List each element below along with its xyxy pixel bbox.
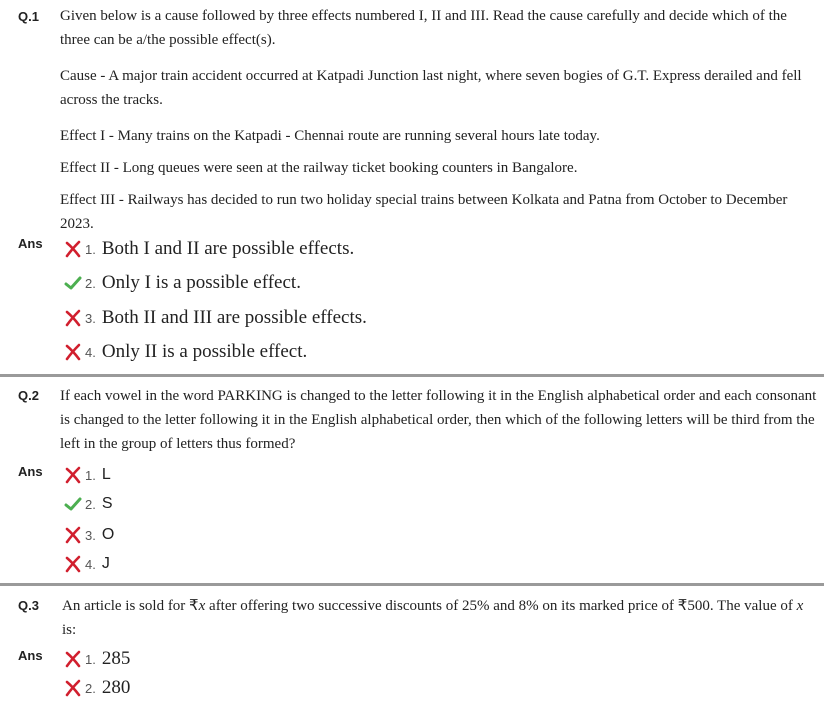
option-text: Both II and III are possible effects. <box>101 307 367 328</box>
option-1[interactable] <box>64 234 354 264</box>
question-text-part: after offering two successive discounts of 25% and 8% on its marked price of ₹500. The value of <box>205 598 797 614</box>
option-number: 2. <box>85 680 96 696</box>
option-3[interactable] <box>64 303 367 333</box>
option-1[interactable] <box>64 644 130 674</box>
cross-icon <box>64 679 82 697</box>
option-4[interactable] <box>64 549 110 579</box>
option-4[interactable] <box>64 337 307 367</box>
option-text: L <box>101 466 111 483</box>
cause-paragraph: Cause - A major train accident occurred at Katpadi Junction last night, where seven bogies of G.T. Express derailed and fell across the tracks. <box>60 68 802 108</box>
cross-icon <box>64 343 82 361</box>
option-number: 1. <box>85 241 96 257</box>
question-text-part: An article is sold for ₹ <box>62 598 199 614</box>
option-1[interactable] <box>64 460 111 490</box>
option-number: 2. <box>85 496 96 512</box>
option-number: 2. <box>85 275 96 291</box>
divider <box>0 374 824 377</box>
cross-icon <box>64 309 82 327</box>
question-paragraph: Given below is a cause followed by three effects numbered I, II and III. Read the cause carefully and decide which of the three can be a/the possible effect(s). <box>60 8 787 48</box>
question-number: Q.2 <box>18 388 39 403</box>
cross-icon <box>64 650 82 668</box>
option-number: 3. <box>85 310 96 326</box>
option-number: 4. <box>85 344 96 360</box>
option-3[interactable] <box>64 520 114 550</box>
option-text: 280 <box>101 677 131 698</box>
cross-icon <box>64 526 82 544</box>
check-icon <box>64 274 82 292</box>
option-number: 1. <box>85 651 96 667</box>
cross-icon <box>64 555 82 573</box>
option-text: J <box>101 555 110 572</box>
option-text: Both I and II are possible effects. <box>101 238 355 259</box>
option-text: S <box>101 495 113 512</box>
divider <box>0 583 824 586</box>
option-2[interactable] <box>64 673 130 703</box>
question-text <box>62 594 820 642</box>
effect-3-paragraph: Effect III - Railways has decided to run two holiday special trains between Kolkata and Patna from October to December 2023. <box>60 192 788 232</box>
question-number: Q.3 <box>18 598 39 613</box>
option-2[interactable] <box>64 489 113 519</box>
option-2[interactable] <box>64 268 301 298</box>
option-number: 4. <box>85 556 96 572</box>
option-number: 1. <box>85 467 96 483</box>
check-icon <box>64 495 82 513</box>
effect-2-paragraph: Effect II - Long queues were seen at the railway ticket booking counters in Bangalore. <box>60 160 578 176</box>
effect-1-paragraph: Effect I - Many trains on the Katpadi - Chennai route are running several hours late today. <box>60 128 600 144</box>
variable: x <box>198 598 206 614</box>
cross-icon <box>64 240 82 258</box>
option-text: Only I is a possible effect. <box>101 272 301 293</box>
option-text: 285 <box>101 648 131 669</box>
answer-label: Ans <box>18 648 43 663</box>
question-text <box>60 4 818 248</box>
answer-label: Ans <box>18 464 43 479</box>
option-text: Only II is a possible effect. <box>101 341 308 362</box>
option-number: 3. <box>85 527 96 543</box>
cross-icon <box>64 466 82 484</box>
answer-label: Ans <box>18 236 43 251</box>
variable: x <box>796 598 804 614</box>
question-text-part: is: <box>62 622 77 638</box>
question-text: If each vowel in the word PARKING is changed to the letter following it in the English alphabetical order and each consonant is changed to the letter following it in the English alphabetical order, then which of the following letters will be third from the left in the group of letters thus formed? <box>60 388 817 452</box>
option-text: O <box>101 526 115 543</box>
question-number: Q.1 <box>18 9 39 24</box>
